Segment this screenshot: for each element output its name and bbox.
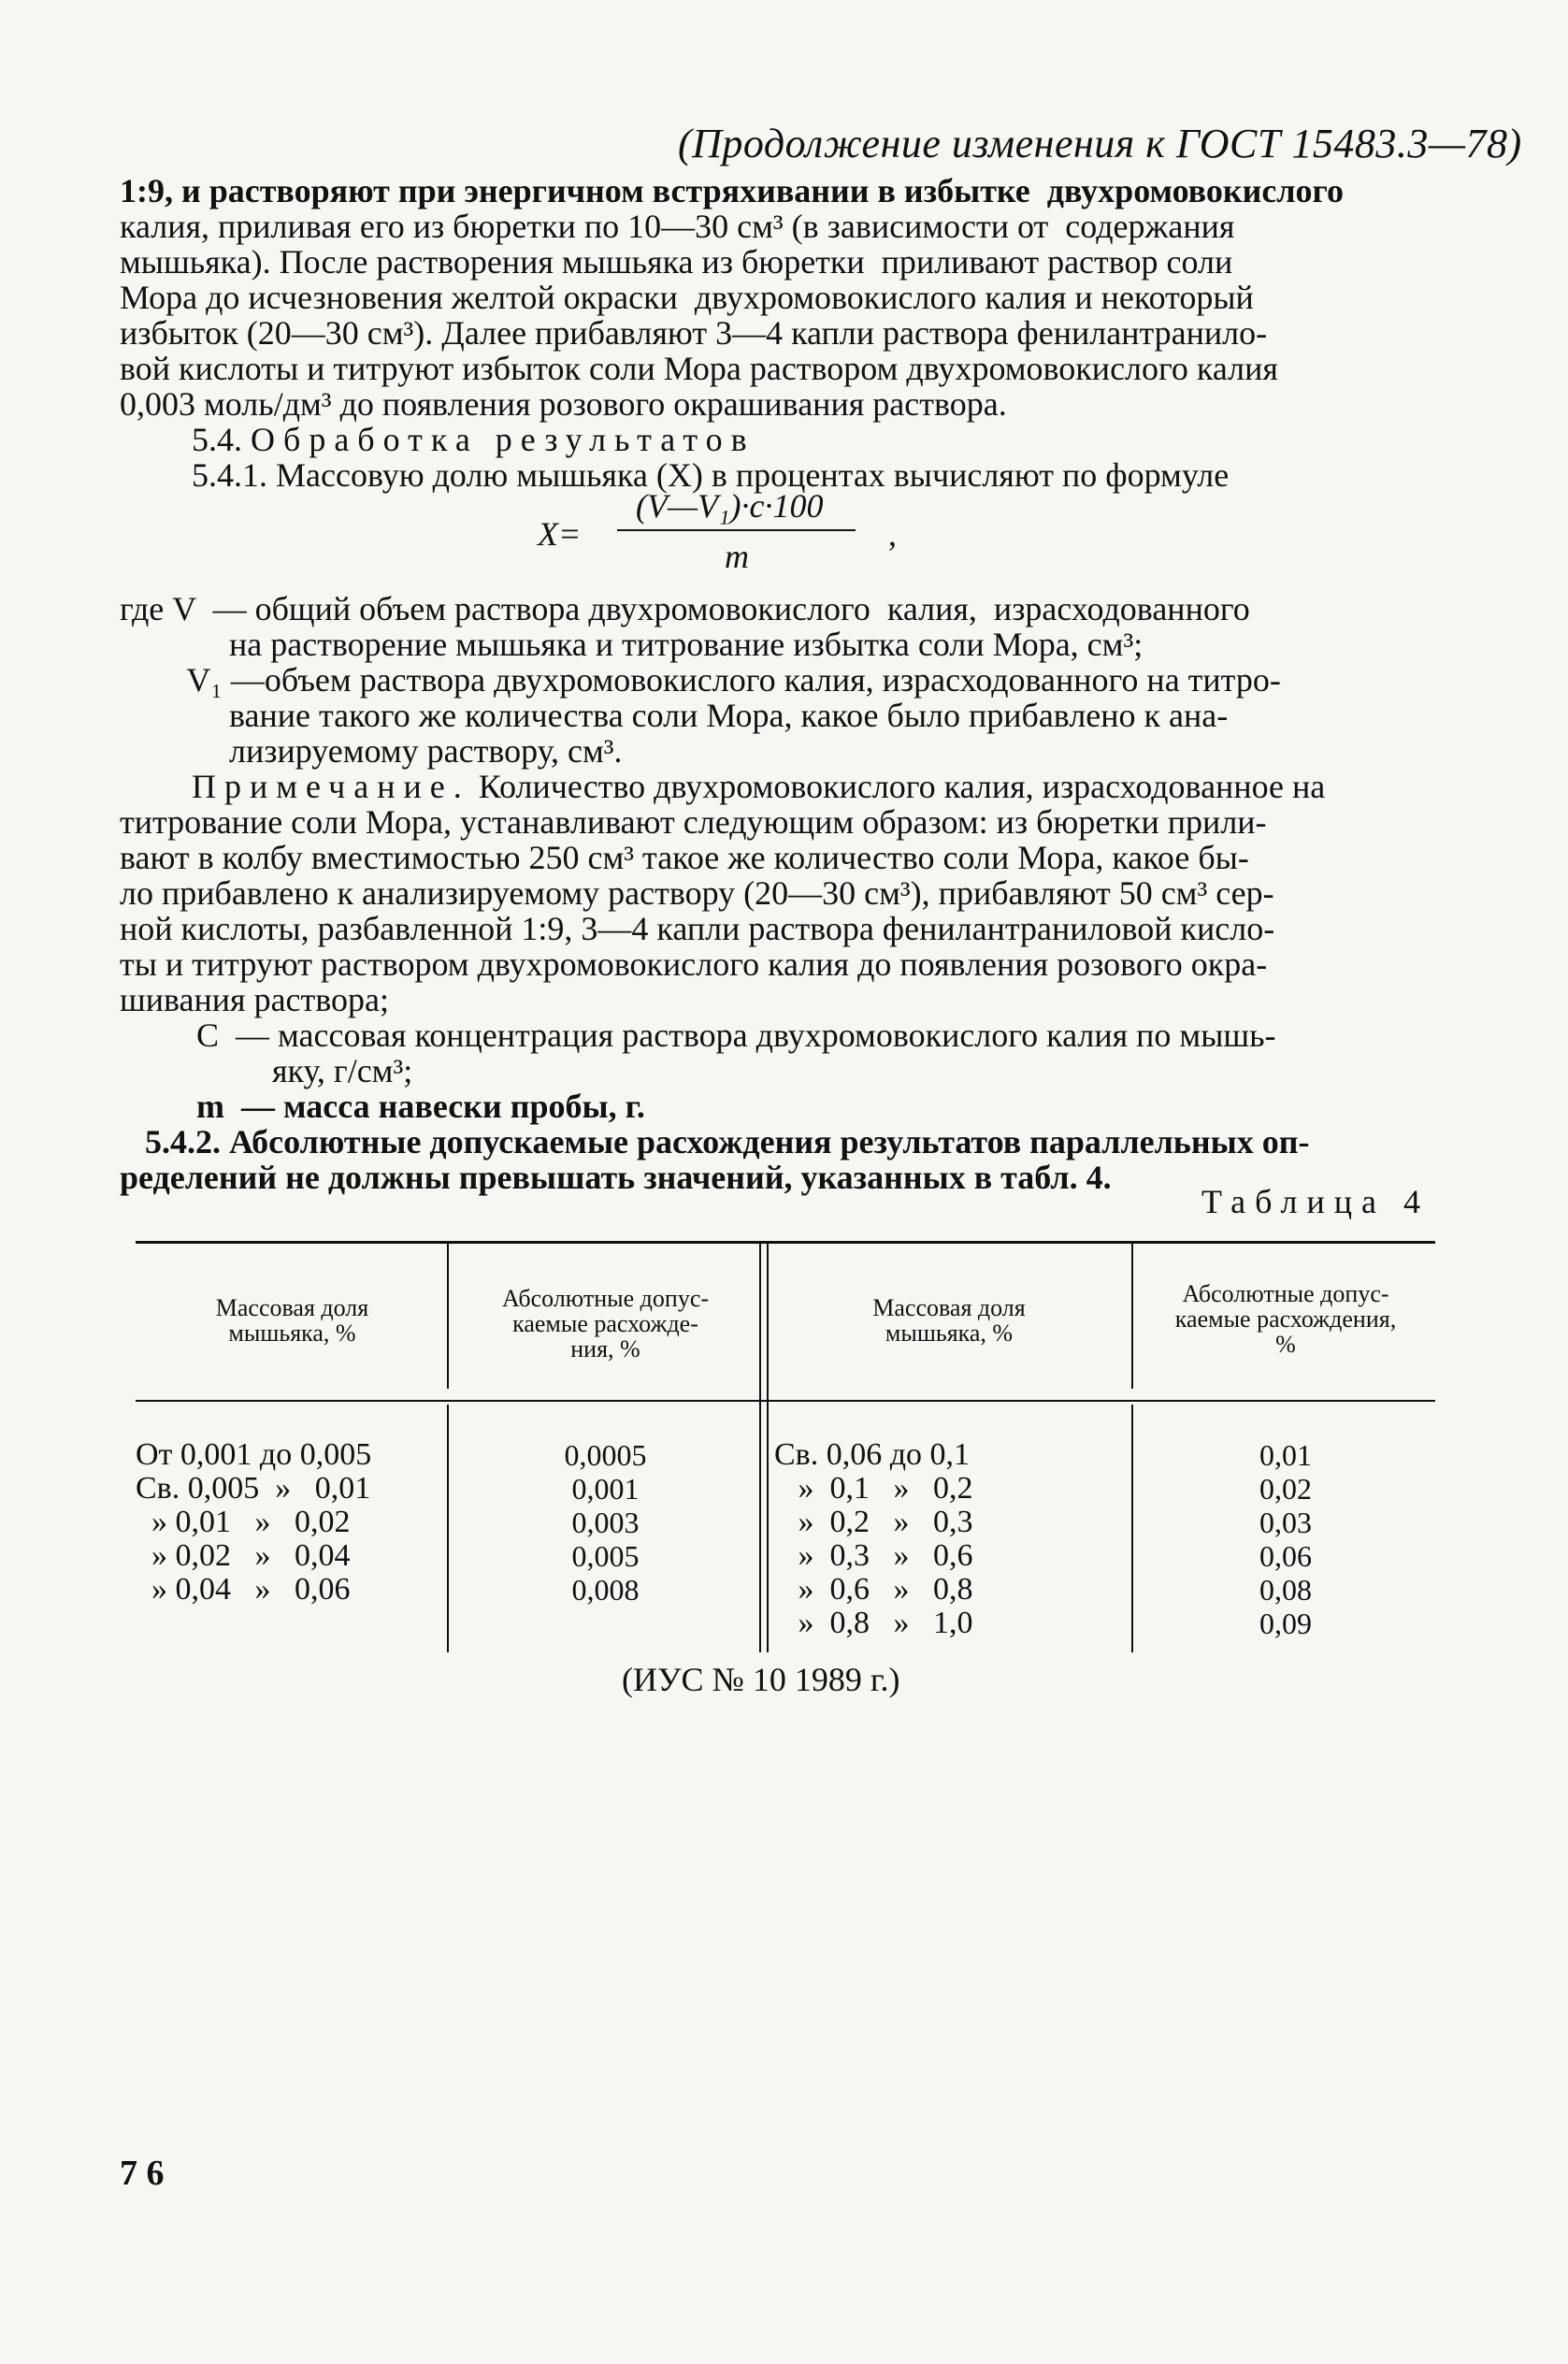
table-header-col2: Абсолютные допус- каемые расхожде- ния, % xyxy=(501,1285,710,1362)
table-row-4-col4: 0,06 xyxy=(1259,1539,1312,1573)
running-header: (Продолжение изменения к ГОСТ 15483.3—78) xyxy=(678,121,1522,166)
formula-comma: , xyxy=(888,515,897,553)
note-line-5: ной кислоты, разбавленной 1:9, 3—4 капли раствора фенилантраниловой кисло- xyxy=(120,910,1275,947)
table-row-2-col1: Св. 0,005 » 0,01 xyxy=(136,1471,371,1506)
section-title: Обработка результатов xyxy=(251,421,755,458)
where-line-5: лизируемому раствору, см³. xyxy=(120,732,623,770)
p542-line-2: ределений не должны превышать значений, указанных в табл. 4. xyxy=(120,1159,1112,1196)
table-row-3-col2: 0,003 xyxy=(571,1506,640,1539)
table-header-col1: Массовая доля мышьяка, % xyxy=(215,1294,369,1347)
table-vline-1-head xyxy=(447,1244,449,1389)
table-header-rule xyxy=(136,1400,1435,1402)
table-row-5-col1: » 0,04 » 0,06 xyxy=(136,1572,351,1607)
para1-line-3: мышьяка). После растворения мышьяка из бюретки приливают раствор соли xyxy=(120,243,1233,281)
note-line-7: шивания раствора; xyxy=(120,981,389,1018)
note-line-6: ты и титруют раствором двухромовокислого калия до появления розового окра- xyxy=(120,945,1268,983)
p542-line-1: 5.4.2. Абсолютные допускаемые расхождения результатов параллельных оп- xyxy=(120,1123,1310,1160)
table-row-1-col2: 0,0005 xyxy=(564,1438,647,1472)
where-line-3: V₁ —объем раствора двухромовокислого калия, израсходованного на титро- xyxy=(120,661,1281,699)
note-line-4: ло прибавлено к анализируемому раствору (20—30 см³), прибавляют 50 см³ сер- xyxy=(120,874,1274,912)
table-row-2-col4: 0,02 xyxy=(1259,1472,1312,1506)
note-line-2: титрование соли Мора, устанавливают следующим образом: из бюретки прили- xyxy=(120,803,1267,841)
para1-line-4: Мора до исчезновения желтой окраски двухромовокислого калия и некоторый xyxy=(120,279,1254,316)
note-line-1: Количество двухромовокислого калия, израсходованное на xyxy=(469,768,1326,805)
table-row-6-col4: 0,09 xyxy=(1259,1607,1312,1640)
table-row-5-col4: 0,08 xyxy=(1259,1573,1312,1607)
table-row-1-col3: Св. 0,06 до 0,1 xyxy=(774,1437,971,1472)
c-line-2: яку, г/см³; xyxy=(196,1052,413,1089)
section-heading xyxy=(192,422,1493,457)
table-vline-1-body xyxy=(447,1405,449,1652)
table-row-2-col2: 0,001 xyxy=(571,1472,640,1506)
where-line-1: где V — общий объем раствора двухромовокислого калия, израсходованного xyxy=(120,590,1250,627)
table-row-5-col3: » 0,6 » 0,8 xyxy=(774,1572,973,1607)
table-vline-2a xyxy=(759,1244,761,1652)
table-vline-2b xyxy=(767,1244,769,1652)
section-number: 5.4. xyxy=(192,421,242,458)
table-vline-3-head xyxy=(1131,1244,1133,1389)
table-row-1-col4: 0,01 xyxy=(1259,1438,1312,1472)
note-line-3: вают в колбу вместимостью 250 см³ такое же количество соли Мора, какое бы- xyxy=(120,839,1249,876)
table-row-3-col3: » 0,2 » 0,3 xyxy=(774,1505,973,1539)
where-line-2: на растворение мышьяка и титрование избытка соли Мора, см³; xyxy=(120,626,1144,663)
formula-lhs: X= xyxy=(538,515,582,553)
note-label: Примечание. xyxy=(192,768,470,805)
para1-line-2: калия, приливая его из бюретки по 10—30 см³ (в зависимости от содержания xyxy=(120,208,1235,245)
c-line-1: C — массовая концентрация раствора двухромовокислого калия по мышь- xyxy=(196,1016,1276,1054)
subsection-5-4-1: 5.4.1. Массовую долю мышьяка (X) в процентах вычисляют по формуле xyxy=(192,456,1230,494)
table-row-1-col1: От 0,001 до 0,005 xyxy=(136,1437,372,1472)
formula-numerator: (V—V₁)·c·100 xyxy=(636,487,824,525)
table-header-col4: Абсолютные допус- каемые расхождения, % xyxy=(1174,1280,1397,1358)
where-line-4: вание такого же количества соли Мора, какое было прибавлено к ана- xyxy=(120,697,1229,734)
para1-line-6: вой кислоты и титруют избыток соли Мора раствором двухромовокислого калия xyxy=(120,350,1278,387)
table-row-4-col2: 0,005 xyxy=(571,1539,640,1573)
para1-line-7: 0,003 моль/дм³ до появления розового окрашивания раствора. xyxy=(120,385,1007,423)
ius-reference: (ИУС № 10 1989 г.) xyxy=(622,1661,900,1698)
fraction-bar xyxy=(617,529,856,531)
table-vline-3-body xyxy=(1131,1405,1133,1652)
formula-denominator: m xyxy=(725,538,749,575)
table-top-rule xyxy=(136,1241,1435,1244)
table-row-6-col3: » 0,8 » 1,0 xyxy=(774,1606,973,1640)
table-caption: Таблица 4 xyxy=(1201,1183,1430,1220)
table-header-col3: Массовая доля мышьяка, % xyxy=(872,1294,1026,1347)
m-line: m — масса навески пробы, г. xyxy=(196,1088,645,1125)
note-first-line xyxy=(192,769,1493,804)
table-row-3-col4: 0,03 xyxy=(1259,1506,1312,1539)
table-row-4-col3: » 0,3 » 0,6 xyxy=(774,1538,973,1573)
table-row-4-col1: » 0,02 » 0,04 xyxy=(136,1538,351,1573)
para1-line-5: избыток (20—30 см³). Далее прибавляют 3—4 капли раствора фенилантранило- xyxy=(120,314,1268,352)
page-number: 7 6 xyxy=(120,2154,165,2193)
table-row-2-col3: » 0,1 » 0,2 xyxy=(774,1471,973,1506)
table-row-5-col2: 0,008 xyxy=(571,1573,640,1607)
para1-line-1: 1:9, и растворяют при энергичном встряхивании в избытке двухромовокислого xyxy=(120,172,1344,209)
table-row-3-col1: » 0,01 » 0,02 xyxy=(136,1505,351,1539)
